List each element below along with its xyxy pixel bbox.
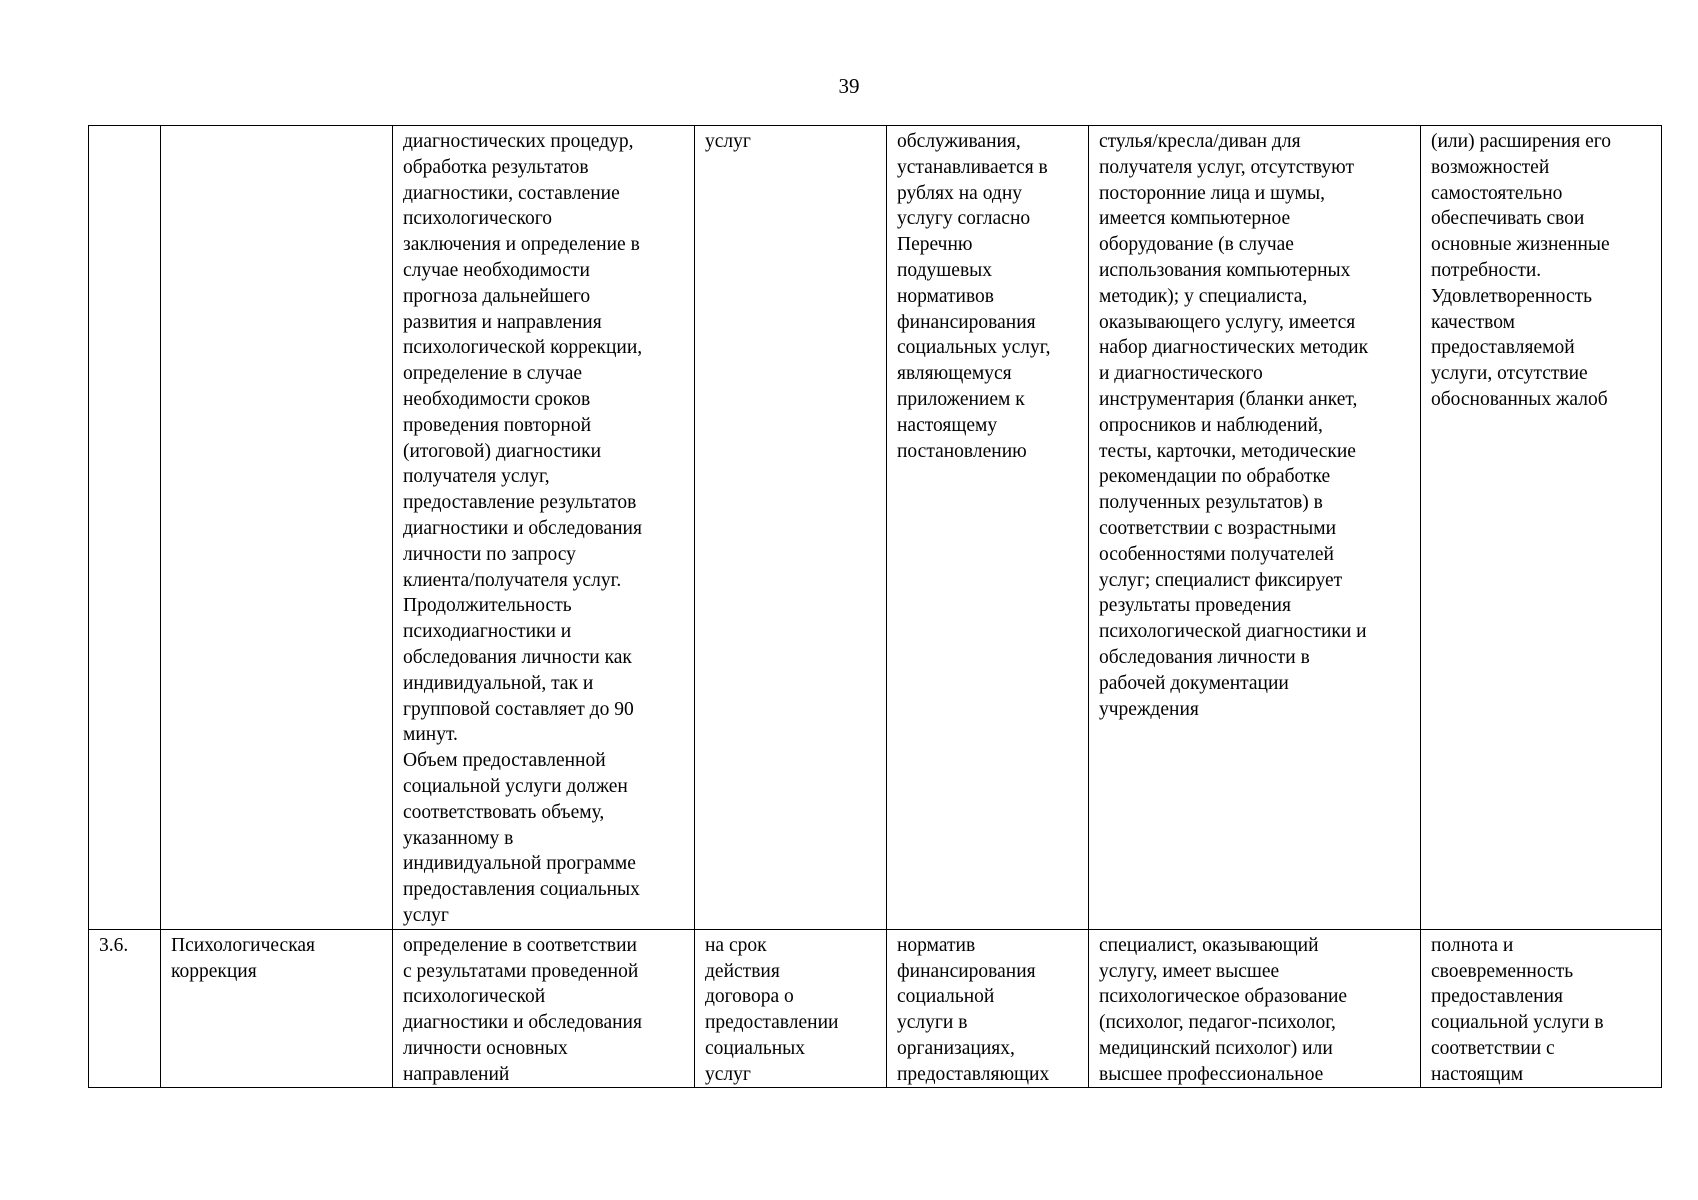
cell-number [89,126,161,930]
cell-conditions: стулья/кресла/диван для получателя услуг, отсутствуют посторонние лица и шумы, имеется компьютерное оборудование (в случае использования компьютерных методик); у специалиста, оказывающего услугу, имеется набор диагностических методик и диагностического инструментария (бланки анкет, опросников и наблюдений, тесты, карточки, методические рекомендации по обработке полученных результатов) в соответствии с возрастными особенностями получателей услуг; специалист фиксирует результаты проведения психологической диагностики и обследования личности в рабочей документации учреждения [1089,126,1421,930]
page-number: 39 [838,74,860,98]
cell-term: на срок действия договора о предоставлении социальных услуг [695,929,887,1088]
cell-quality: полнота и своевременность предоставления социальной услуги в соответствии с настоящим [1421,929,1662,1088]
cell-quality: (или) расширения его возможностей самостоятельно обеспечивать свои основные жизненные потребности. Удовлетворенность качеством предоставляемой услуги, отсутствие обоснованных жалоб [1421,126,1662,930]
services-table [88,125,1662,1088]
cell-number: 3.6. [89,929,161,1088]
cell-service-name: Психологическая коррекция [161,929,393,1088]
cell-term: услуг [695,126,887,930]
cell-description: диагностических процедур, обработка результатов диагностики, составление психологического заключения и определение в случае необходимости прогноза дальнейшего развития и направления психологической коррекции, определение в случае необходимости сроков проведения повторной (итоговой) диагностики получателя услуг, предоставление результатов диагностики и обследования личности по запросу клиента/получателя услуг. Продолжительность психодиагностики и обследования личности как индивидуальной, так и групповой составляет до 90 минут. Объем предоставленной социальной услуги должен соответствовать объему, указанному в индивидуальной программе предоставления социальных услуг [393,126,695,930]
cell-conditions: специалист, оказывающий услугу, имеет высшее психологическое образование (психолог, педагог-психолог, медицинский психолог) или высшее профессиональное [1089,929,1421,1088]
cell-cost: обслуживания, устанавливается в рублях на одну услугу согласно Перечню подушевых нормативов финансирования социальных услуг, являющемуся приложением к настоящему постановлению [887,126,1089,930]
table-row [89,126,1662,930]
table-row [89,929,1662,1088]
cell-cost: норматив финансирования социальной услуги в организациях, предоставляющих [887,929,1089,1088]
cell-description: определение в соответствии с результатами проведенной психологической диагностики и обследования личности основных направлений [393,929,695,1088]
cell-service-name [161,126,393,930]
